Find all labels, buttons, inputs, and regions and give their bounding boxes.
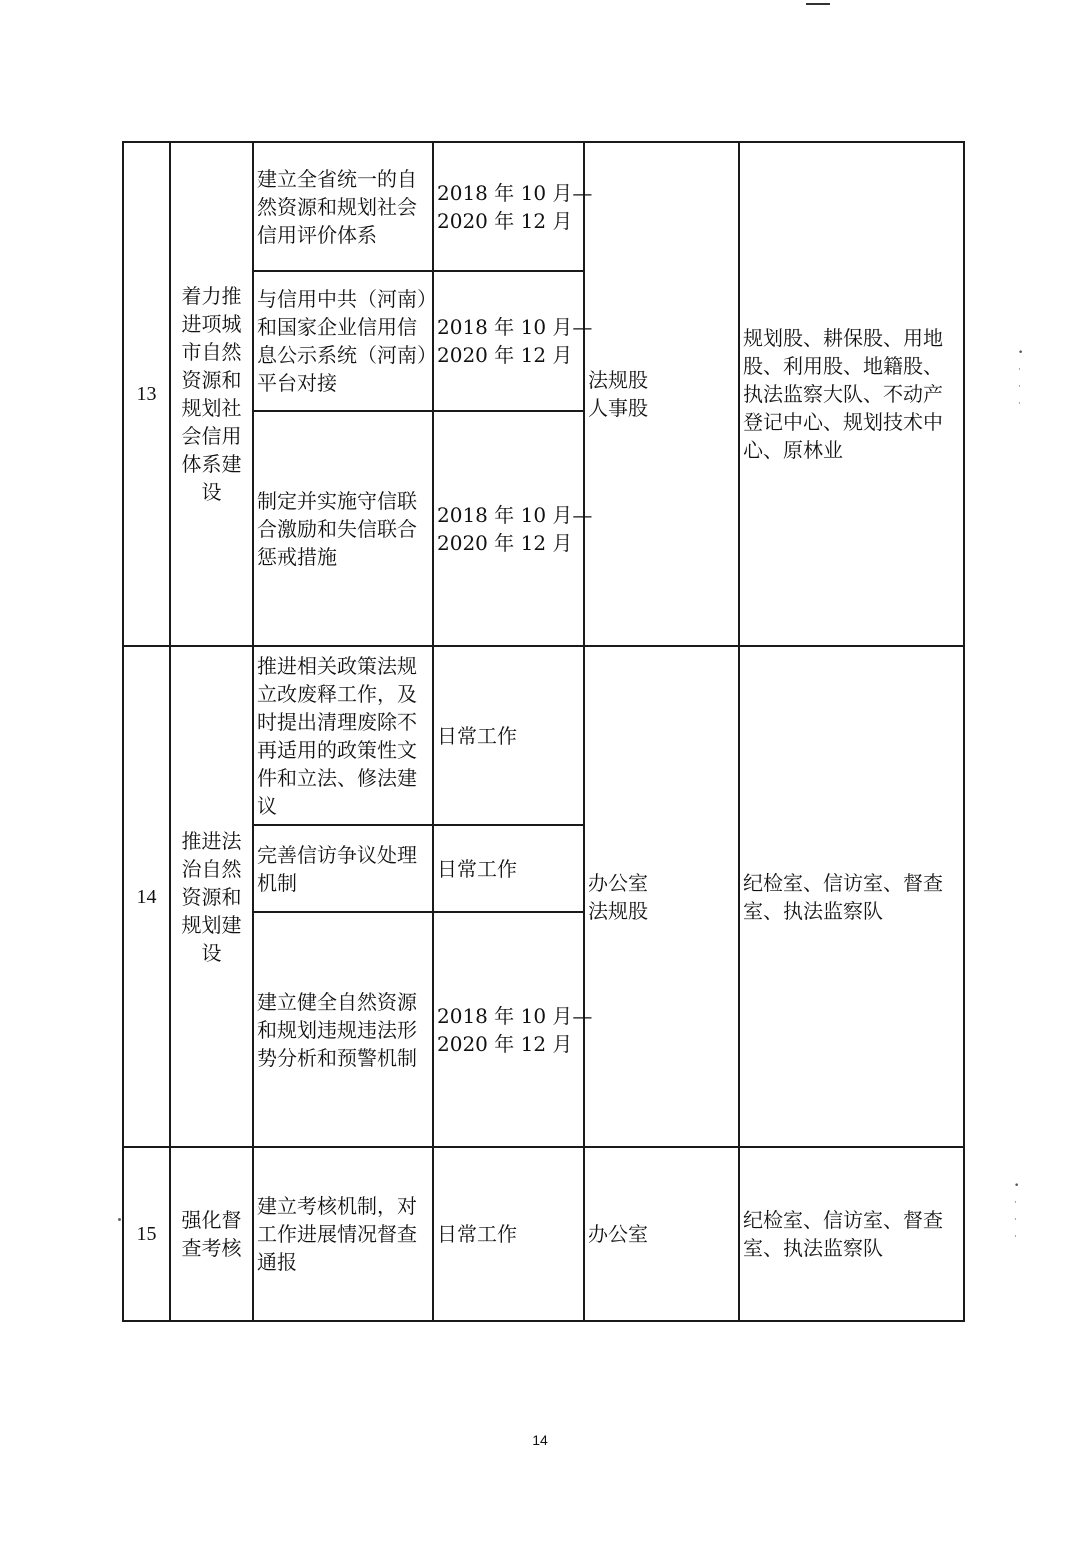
task-content: 制定并实施守信联合激励和失信联合惩戒措施 xyxy=(253,411,433,646)
scan-mark xyxy=(806,3,830,5)
assisting-departments: 纪检室、信访室、督查室、执法监察队 xyxy=(739,646,964,1147)
task-content: 与信用中共（河南）和国家企业信用信息公示系统（河南）平台对接 xyxy=(253,271,433,411)
scan-artifact: • · · · xyxy=(1014,1181,1020,1242)
row-number: 13 xyxy=(123,142,170,646)
task-content: 建立考核机制，对工作进展情况督查通报 xyxy=(253,1147,433,1321)
time-frame: 2018 年 10 月— 2020 年 12 月 xyxy=(433,411,584,646)
row-number: 15 xyxy=(123,1147,170,1321)
time-frame: 日常工作 xyxy=(433,646,584,825)
assisting-departments: 规划股、耕保股、用地股、利用股、地籍股、执法监察大队、不动产登记中心、规划技术中心、原林业 xyxy=(739,142,964,646)
assisting-departments: 纪检室、信访室、督查室、执法监察队 xyxy=(739,1147,964,1321)
table-row xyxy=(123,646,964,825)
table-row xyxy=(123,142,964,271)
time-frame: 日常工作 xyxy=(433,825,584,912)
task-content: 建立健全自然资源和规划违规违法形势分析和预警机制 xyxy=(253,912,433,1147)
page-number: 14 xyxy=(532,1432,548,1448)
task-content: 完善信访争议处理机制 xyxy=(253,825,433,912)
scan-artifact xyxy=(118,1218,121,1221)
time-frame: 2018 年 10 月— 2020 年 12 月 xyxy=(433,912,584,1147)
row-number: 14 xyxy=(123,646,170,1147)
task-table xyxy=(122,141,965,1322)
task-category: 强化督 查考核 xyxy=(170,1147,253,1321)
task-content: 推进相关政策法规立改废释工作，及时提出清理废除不再适用的政策性文件和立法、修法建议 xyxy=(253,646,433,825)
time-frame: 日常工作 xyxy=(433,1147,584,1321)
lead-department: 法规股 人事股 xyxy=(584,142,739,646)
task-category: 推进法 治自然 资源和 规划建 设 xyxy=(170,646,253,1147)
time-frame: 2018 年 10 月— 2020 年 12 月 xyxy=(433,271,584,411)
lead-department: 办公室 法规股 xyxy=(584,646,739,1147)
table-row xyxy=(123,1147,964,1321)
lead-department: 办公室 xyxy=(584,1147,739,1321)
task-category: 着力推 进项城 市自然 资源和 规划社 会信用 体系建 设 xyxy=(170,142,253,646)
time-frame: 2018 年 10 月— 2020 年 12 月 xyxy=(433,142,584,271)
scan-artifact: • · · · xyxy=(1018,348,1024,409)
task-content: 建立全省统一的自然资源和规划社会信用评价体系 xyxy=(253,142,433,271)
